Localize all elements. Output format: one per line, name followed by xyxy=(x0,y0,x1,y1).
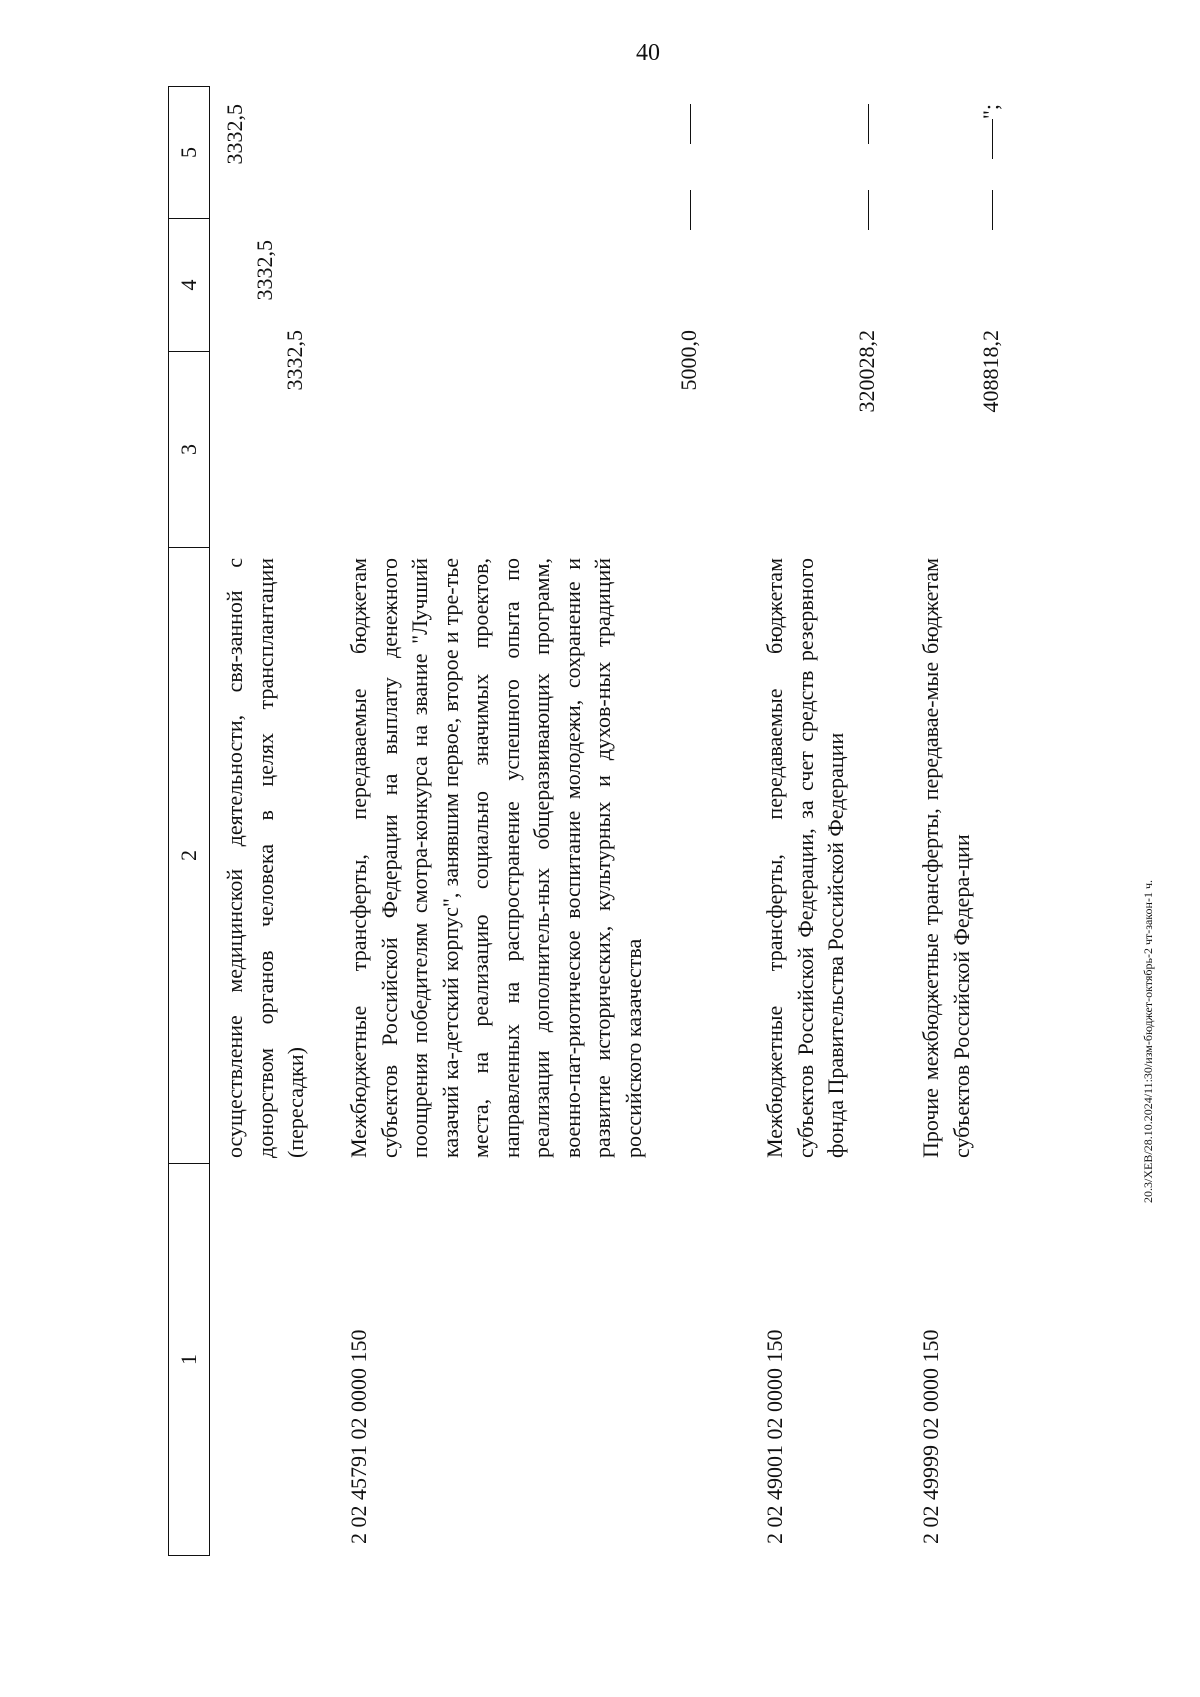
row-description: осуществление медицинской деятельности, свя-занной с донорством органов человека в целях трансплантации (пересадки) xyxy=(222,558,308,1158)
header-col-3: 3 xyxy=(168,352,210,548)
closing-quote: "; xyxy=(978,104,1003,120)
footer-note: 20.3/ХЕВ/28.10.2024/11:30/изм-бюджет-октябрь-2 чт-закон-1 ч. xyxy=(1141,880,1155,1203)
page-number: 40 xyxy=(636,40,660,66)
dash-mark xyxy=(992,119,993,159)
header-col-1: 1 xyxy=(168,1164,210,1556)
header-col-5: 5 xyxy=(168,86,210,219)
budget-code: 2 02 49999 02 0000 150 xyxy=(918,1329,943,1544)
budget-table xyxy=(168,86,1068,1556)
budget-code: 2 02 45791 02 0000 150 xyxy=(346,1329,371,1544)
row-description: Межбюджетные трансферты, передаваемые бюджетам субъектов Российской Федерации на выплату денежного поощрения победителям смотра-конкурса на звание "Лучший казачий ка-детский корпус", занявшим первое, второе и тре-тье места, на реализацию социально значимых проектов, направленных на распространение успешного опыта по реализации дополнитель-ных общеразвивающих программ, военно-пат-риотическое воспитание молодежи, сохранение и развитие исторических, культурных и духов-ных традиций российского казачества xyxy=(346,558,646,1158)
value-col-3: 320028,2 xyxy=(854,330,879,413)
value-col-5 xyxy=(674,104,704,294)
header-col-4: 4 xyxy=(168,219,210,352)
table-row xyxy=(220,86,330,1556)
table-header xyxy=(168,86,210,1556)
value-col-3: 3332,5 xyxy=(282,330,307,391)
value-col-3: 408818,2 xyxy=(978,330,1003,413)
table-row xyxy=(760,86,900,1556)
table-row xyxy=(916,86,1026,1556)
dash-mark xyxy=(690,104,691,144)
value-col-5: 3332,5 xyxy=(222,104,247,165)
value-col-5 xyxy=(976,104,1006,294)
budget-code: 2 02 49001 02 0000 150 xyxy=(762,1329,787,1544)
table-row xyxy=(344,86,744,1556)
header-col-2: 2 xyxy=(168,548,210,1164)
row-description: Прочие межбюджетные трансферты, передавае-мые бюджетам субъектов Российской Федера-ции xyxy=(918,558,974,1158)
value-col-5 xyxy=(852,104,882,294)
value-col-4: 3332,5 xyxy=(252,240,277,301)
value-col-3: 5000,0 xyxy=(676,330,701,391)
row-description: Межбюджетные трансферты, передаваемые бюджетам субъектов Российской Федерации, за счет средств резервного фонда Правительства Российской Федерации xyxy=(762,558,848,1158)
dash-mark xyxy=(868,104,869,144)
